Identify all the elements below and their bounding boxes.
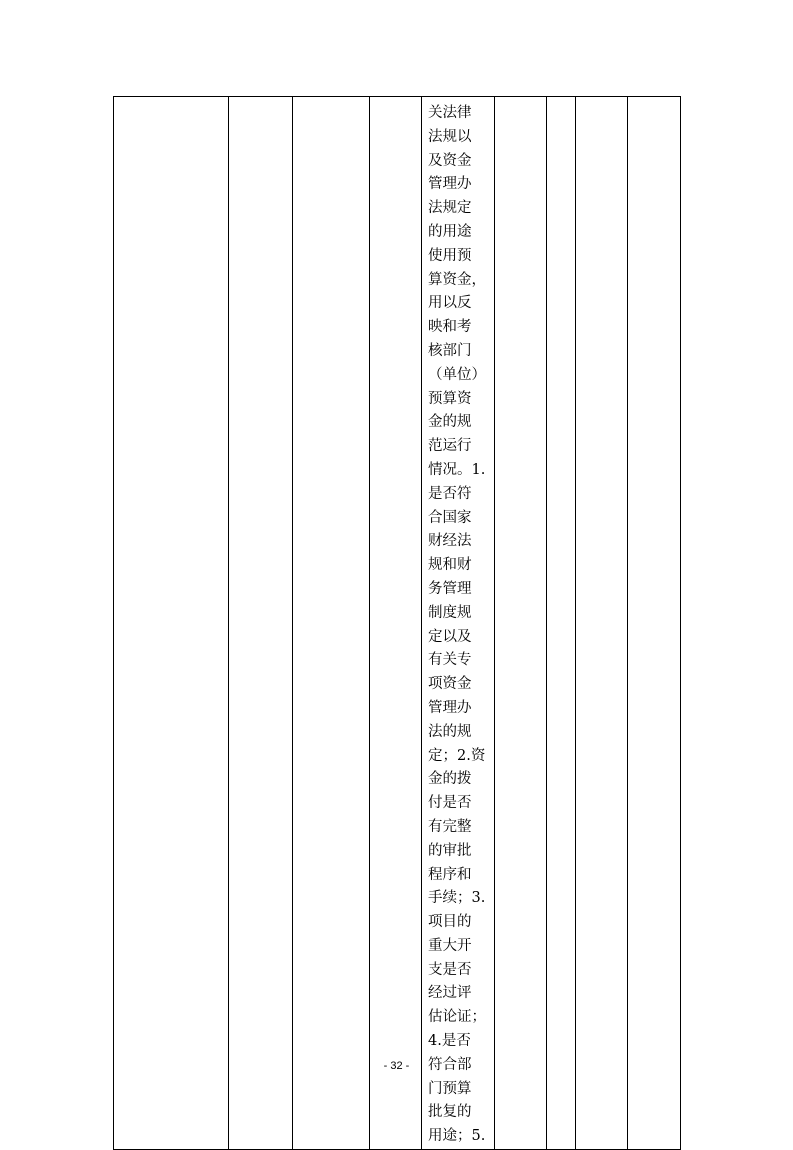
criteria-text-line: 程序和 <box>428 866 472 883</box>
criteria-text-line: 财经法 <box>428 533 472 550</box>
criteria-text-line: 情况。1. <box>428 461 486 478</box>
criteria-text-line: 管理办 <box>428 699 472 716</box>
criteria-text-line: 估论证； <box>428 1009 486 1026</box>
criteria-text-line: 核部门 <box>428 342 472 359</box>
criteria-text-line: 合国家 <box>428 509 472 526</box>
criteria-text-line: 重大开 <box>428 937 472 954</box>
criteria-text-line: 用以反 <box>428 295 472 312</box>
table-cell-col-8 <box>576 97 628 1150</box>
criteria-text-line: 的审批 <box>428 842 472 859</box>
criteria-text-line: 批复的 <box>428 1104 472 1121</box>
criteria-text-line: 算资金， <box>428 271 486 288</box>
criteria-text-line: 关法律 <box>428 105 472 121</box>
criteria-text-line: 使用预 <box>428 247 472 264</box>
criteria-text-line: 门预算 <box>428 1080 472 1097</box>
criteria-text-line: 符合部 <box>428 1056 472 1073</box>
criteria-text-line: 法规以 <box>428 128 472 145</box>
criteria-text-line: 金的规 <box>428 414 472 431</box>
criteria-text-line: 预算资 <box>428 390 472 407</box>
criteria-text-line: （单位） <box>428 366 486 383</box>
criteria-text-line: 付是否 <box>428 795 472 812</box>
criteria-text-line: 及资金 <box>428 152 472 169</box>
evaluation-table <box>113 96 681 1150</box>
criteria-text-line: 的用途 <box>428 223 472 240</box>
criteria-text-line: 金的拨 <box>428 771 472 788</box>
criteria-text-line: 项资金 <box>428 676 472 693</box>
criteria-text-line: 项目的 <box>428 914 472 931</box>
criteria-text-line: 有完整 <box>428 818 472 835</box>
criteria-text-line: 法规定 <box>428 200 472 217</box>
criteria-text-line: 用途；5. <box>428 1128 486 1145</box>
table-cell-criteria <box>422 97 495 1150</box>
criteria-text-line: 有关专 <box>428 652 472 669</box>
criteria-text-line: 规和财 <box>428 557 472 574</box>
criteria-text-line: 范运行 <box>428 438 472 455</box>
criteria-text-line: 定以及 <box>428 628 472 645</box>
criteria-text-line: 支是否 <box>428 961 472 978</box>
criteria-text-line: 映和考 <box>428 319 472 336</box>
criteria-text-line: 制度规 <box>428 604 472 621</box>
criteria-text-line: 管理办 <box>428 176 472 193</box>
criteria-text-line: 定；2.资 <box>428 747 486 764</box>
table-cell-col-1 <box>114 97 229 1150</box>
criteria-text-line: 法的规 <box>428 723 472 740</box>
table-cell-col-9 <box>628 97 681 1150</box>
criteria-text <box>422 97 494 1149</box>
criteria-text-line: 是否符 <box>428 485 472 502</box>
table-cell-col-4 <box>370 97 422 1150</box>
table-cell-col-2 <box>229 97 293 1150</box>
criteria-text-line: 手续；3. <box>428 890 486 907</box>
page-number: - 32 - <box>383 1060 410 1072</box>
table-cell-col-3 <box>293 97 370 1150</box>
criteria-text-line: 务管理 <box>428 580 472 597</box>
criteria-text-line: 4.是否 <box>428 1033 471 1050</box>
table-cell-col-7 <box>547 97 576 1150</box>
table-cell-col-6 <box>495 97 547 1150</box>
table-row <box>114 97 681 1150</box>
criteria-text-line: 经过评 <box>428 985 472 1002</box>
